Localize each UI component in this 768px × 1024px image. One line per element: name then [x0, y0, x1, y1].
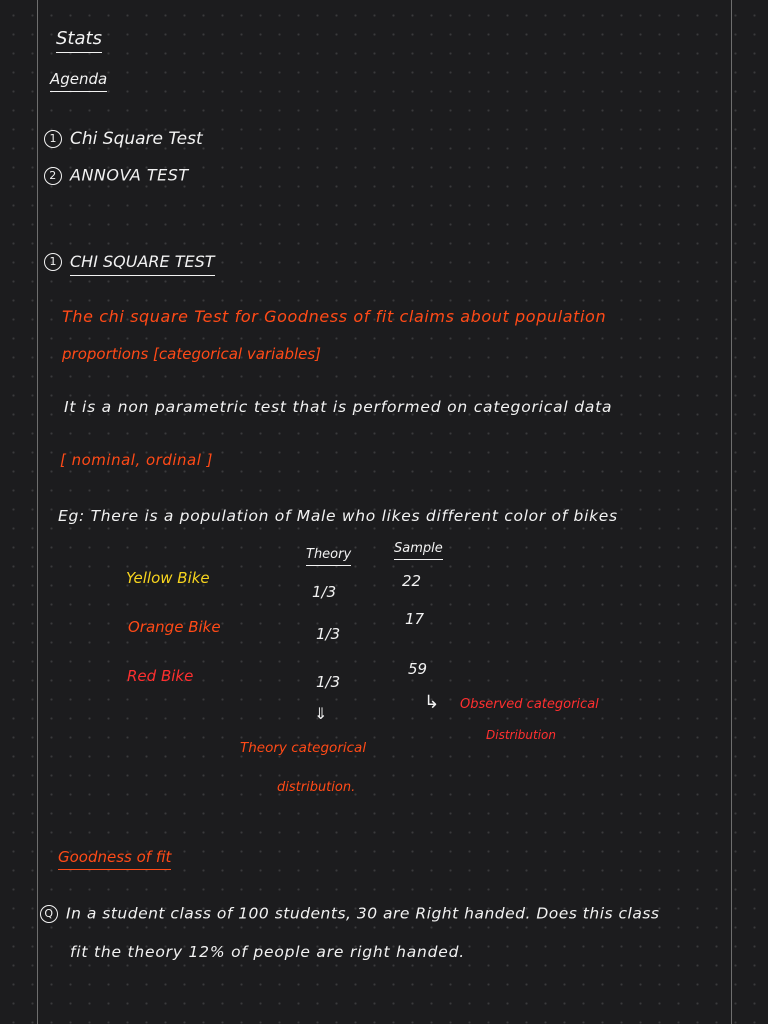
row-sample-red: 59 — [408, 660, 428, 678]
row-theory-orange: 1/3 — [316, 625, 341, 643]
agenda-item-2-text: ANNOVA TEST — [70, 165, 189, 185]
row-label-yellow: Yellow Bike — [126, 569, 210, 587]
theory-distribution-line-1: Theory categorical — [240, 740, 367, 756]
section-number: 1 — [44, 253, 62, 271]
sample-column-header: Sample — [394, 542, 443, 560]
row-sample-yellow: 22 — [402, 572, 422, 590]
observed-distribution-line-2: Distribution — [486, 728, 557, 742]
row-theory-red: 1/3 — [316, 673, 341, 691]
definition-line-2: proportions [categorical variables] — [62, 345, 322, 363]
question-line-2: fit the theory 12% of people are right handed. — [70, 943, 466, 961]
agenda-heading: Agenda — [50, 72, 107, 92]
section-chi-square-title: CHI SQUARE TEST — [70, 252, 215, 276]
observed-distribution-line-1: Observed categorical — [460, 697, 599, 712]
definition-line-1: The chi square Test for Goodness of fit claims about population — [62, 307, 607, 326]
agenda-number-1: 1 — [44, 130, 62, 148]
goodness-of-fit-heading: Goodness of fit — [58, 850, 171, 870]
row-theory-yellow: 1/3 — [312, 583, 337, 601]
question-marker: Q — [40, 905, 58, 923]
section-chi-square-heading — [44, 253, 215, 271]
agenda-item-1 — [44, 130, 203, 148]
observed-arrow-icon: ↳ — [424, 692, 440, 713]
agenda-item-2 — [44, 167, 189, 185]
down-arrow-icon: ⇓ — [314, 704, 328, 723]
theory-distribution-line-2: distribution. — [277, 780, 356, 795]
row-sample-orange: 17 — [405, 610, 425, 628]
row-label-orange: Orange Bike — [128, 618, 221, 636]
question-line-1 — [40, 905, 659, 923]
question-text-line-1: In a student class of 100 students, 30 are Right handed. Does this class — [66, 904, 660, 923]
left-margin-line — [37, 0, 38, 1024]
example-intro: Eg: There is a population of Male who likes different color of bikes — [58, 507, 618, 525]
agenda-number-2: 2 — [44, 167, 62, 185]
agenda-item-1-text: Chi Square Test — [70, 129, 203, 149]
row-label-red: Red Bike — [127, 667, 194, 685]
right-margin-line — [731, 0, 732, 1024]
data-types-note: [ nominal, ordinal ] — [60, 451, 214, 469]
theory-column-header: Theory — [306, 548, 351, 566]
non-parametric-note: It is a non parametric test that is performed on categorical data — [64, 398, 613, 416]
page-title: Stats — [56, 30, 102, 53]
